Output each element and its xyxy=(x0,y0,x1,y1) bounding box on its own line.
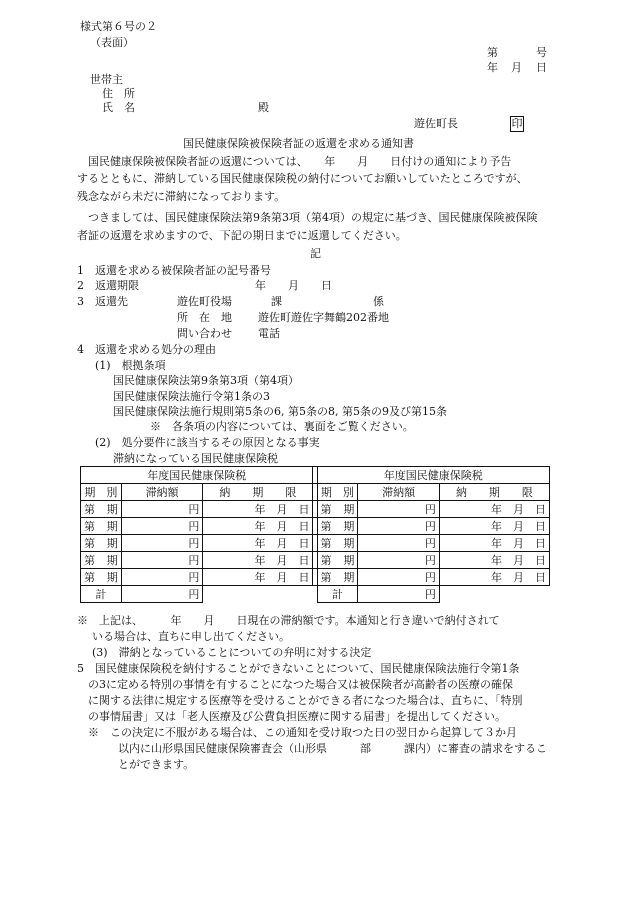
total-row xyxy=(81,586,550,603)
date-month: 月 xyxy=(511,61,522,74)
row-ki: 期 xyxy=(343,520,355,533)
delinquent-tax-table xyxy=(80,466,550,603)
row-ki: 期 xyxy=(343,503,355,516)
table-row xyxy=(81,569,550,586)
total-yen: 円 xyxy=(121,586,203,603)
deadline-date: 年 月 日 xyxy=(203,501,313,518)
row-ki: 期 xyxy=(106,520,118,533)
row-ki: 期 xyxy=(343,537,355,550)
ki-heading: 記 xyxy=(310,247,321,260)
table-caption: 滞納になっている国民健康保険税 xyxy=(113,452,278,465)
deadline-date: 年 月 日 xyxy=(203,518,313,535)
amount-yen: 円 xyxy=(121,501,203,518)
row-dai: 第 xyxy=(84,520,95,533)
group-header-right: 年度国民健康保険税 xyxy=(317,467,549,484)
row-dai: 第 xyxy=(84,503,95,516)
item-2-date: 年 月 日 xyxy=(255,279,332,292)
name-label: 氏 名 xyxy=(102,101,135,114)
row-ki: 期 xyxy=(106,571,118,584)
col-deadline: 納 期 限 xyxy=(439,484,549,501)
note-1-line-1: ※ 上記は、 年 月 日現在の滞納額です。本通知と行き違いで納付されて xyxy=(77,614,500,627)
row-ki: 期 xyxy=(343,571,355,584)
contact-label: 問い合わせ xyxy=(177,327,232,340)
issuer-title: 遊佐町長 xyxy=(414,117,458,130)
amount-yen: 円 xyxy=(121,569,203,586)
note-5-line-1: 5 国民健康保険税を納付することができないことについて、国民健康保険法施行令第1条 xyxy=(77,662,520,675)
addressee-head: 世帯主 xyxy=(90,73,123,86)
note-3: (3) 滞納となっていることについての弁明に対する決定 xyxy=(92,646,372,659)
row-dai: 第 xyxy=(320,503,332,516)
group-header-left: 年度国民健康保険税 xyxy=(81,467,313,484)
address-label: 住 所 xyxy=(102,87,135,100)
note-5-line-2: の3に定める特別の事情を有することになつた場合又は被保険者が高齢者の医療の確保 xyxy=(88,678,513,691)
amount-yen: 円 xyxy=(358,552,440,569)
item-2-label: 2 返還期限 xyxy=(77,279,139,292)
amount-yen: 円 xyxy=(358,518,440,535)
table-row xyxy=(81,552,550,569)
row-dai: 第 xyxy=(320,520,332,533)
contact-value: 電話 xyxy=(258,327,280,340)
note-6-line-2: 以内に山形県国民健康保険審査会（山形県 部 課内）に審査の請求をするこ xyxy=(118,742,547,755)
total-label: 計 xyxy=(81,586,122,603)
item-4-1: (1) 根拠条項 xyxy=(95,359,166,372)
location-label: 所 在 地 xyxy=(177,311,232,324)
note-1-line-2: いる場合は、直ちに申し出てください。 xyxy=(92,630,290,643)
location-value: 遊佐町遊佐字舞鶴202番地 xyxy=(258,311,389,324)
row-dai: 第 xyxy=(84,537,95,550)
deadline-date: 年 月 日 xyxy=(439,501,549,518)
row-dai: 第 xyxy=(320,554,332,567)
amount-yen: 円 xyxy=(121,535,203,552)
amount-yen: 円 xyxy=(358,501,440,518)
total-label: 計 xyxy=(317,586,358,603)
table-row xyxy=(81,518,550,535)
col-deadline: 納 期 限 xyxy=(203,484,313,501)
form-number: 様式第６号の２ xyxy=(80,20,157,33)
note-6-line-3: とができます。 xyxy=(118,758,195,771)
deadline-date: 年 月 日 xyxy=(439,535,549,552)
body-line-3: 残念ながら未だに滞納になっております。 xyxy=(77,190,286,203)
row-dai: 第 xyxy=(320,537,332,550)
row-dai: 第 xyxy=(84,554,95,567)
table-row xyxy=(81,501,550,518)
law-2: 国民健康保険法施行令第1条の3 xyxy=(113,390,270,403)
col-period: 期 別 xyxy=(317,484,358,501)
doc-number-go: 号 xyxy=(536,46,547,59)
item-3-label: 3 返還先 xyxy=(77,295,128,308)
deadline-date: 年 月 日 xyxy=(203,569,313,586)
item-3-office: 遊佐町役場 xyxy=(177,295,232,308)
amount-yen: 円 xyxy=(121,552,203,569)
note-5-line-4: の事情届書」又は「老人医療及び公費負担医療に関する届書」を提出してください。 xyxy=(88,710,506,723)
deadline-date: 年 月 日 xyxy=(203,552,313,569)
row-dai: 第 xyxy=(84,571,95,584)
deadline-date: 年 月 日 xyxy=(439,518,549,535)
amount-yen: 円 xyxy=(121,518,203,535)
col-period: 期 別 xyxy=(81,484,122,501)
deadline-date: 年 月 日 xyxy=(439,552,549,569)
row-ki: 期 xyxy=(343,554,355,567)
amount-yen: 円 xyxy=(358,535,440,552)
row-ki: 期 xyxy=(106,503,118,516)
table-row xyxy=(81,535,550,552)
date-day: 日 xyxy=(536,61,547,74)
seal-stamp: 印 xyxy=(511,117,523,130)
deadline-date: 年 月 日 xyxy=(203,535,313,552)
note-5-line-3: に関する法律に規定する医療等を受けることができる者になつた場合は、直ちに、「特別 xyxy=(88,694,523,707)
body-line-5: 者証の返還を求めますので、下記の期日までに返還してください。 xyxy=(77,229,407,242)
item-4: 4 返還を求める処分の理由 xyxy=(77,343,216,356)
body-line-4: つきましては、国民健康保険法第9条第3項（第4項）の規定に基づき、国民健康保険被保険 xyxy=(88,211,538,224)
date-year: 年 xyxy=(487,61,498,74)
law-3: 国民健康保険法施行規則第5条の6, 第5条の8, 第5条の9及び第15条 xyxy=(113,405,447,418)
deadline-date: 年 月 日 xyxy=(439,569,549,586)
amount-yen: 円 xyxy=(358,569,440,586)
col-amount: 滞納額 xyxy=(121,484,203,501)
item-1: 1 返還を求める被保険者証の記号番号 xyxy=(77,264,271,277)
row-ki: 期 xyxy=(106,554,118,567)
row-dai: 第 xyxy=(320,571,332,584)
item-4-2: (2) 処分要件に該当するその原因となる事実 xyxy=(95,436,320,449)
row-ki: 期 xyxy=(106,537,118,550)
honorific: 殿 xyxy=(258,101,269,114)
side-label: （表面） xyxy=(90,36,134,49)
body-line-2: するとともに、滞納している国民健康保険税の納付についてお願いしていたところですが、 xyxy=(77,172,528,185)
item-3-ka: 課 xyxy=(271,295,282,308)
body-line-1: 国民健康保険被保険者証の返還については、 年 月 日付けの通知により予告 xyxy=(88,155,512,168)
total-yen: 円 xyxy=(358,586,440,603)
doc-number-dai: 第 xyxy=(487,46,498,59)
law-note: ※ 各条項の内容については、裏面をご覧ください。 xyxy=(150,420,414,433)
law-1: 国民健康保険法第9条第3項（第4項） xyxy=(113,374,299,387)
note-6-line-1: ※ この決定に不服がある場合は、この通知を受け取つた日の翌日から起算して３か月 xyxy=(88,726,517,739)
doc-title: 国民健康保険被保険者証の返還を求める通知書 xyxy=(183,137,414,150)
item-3-kakari: 係 xyxy=(373,295,384,308)
col-amount: 滞納額 xyxy=(358,484,440,501)
